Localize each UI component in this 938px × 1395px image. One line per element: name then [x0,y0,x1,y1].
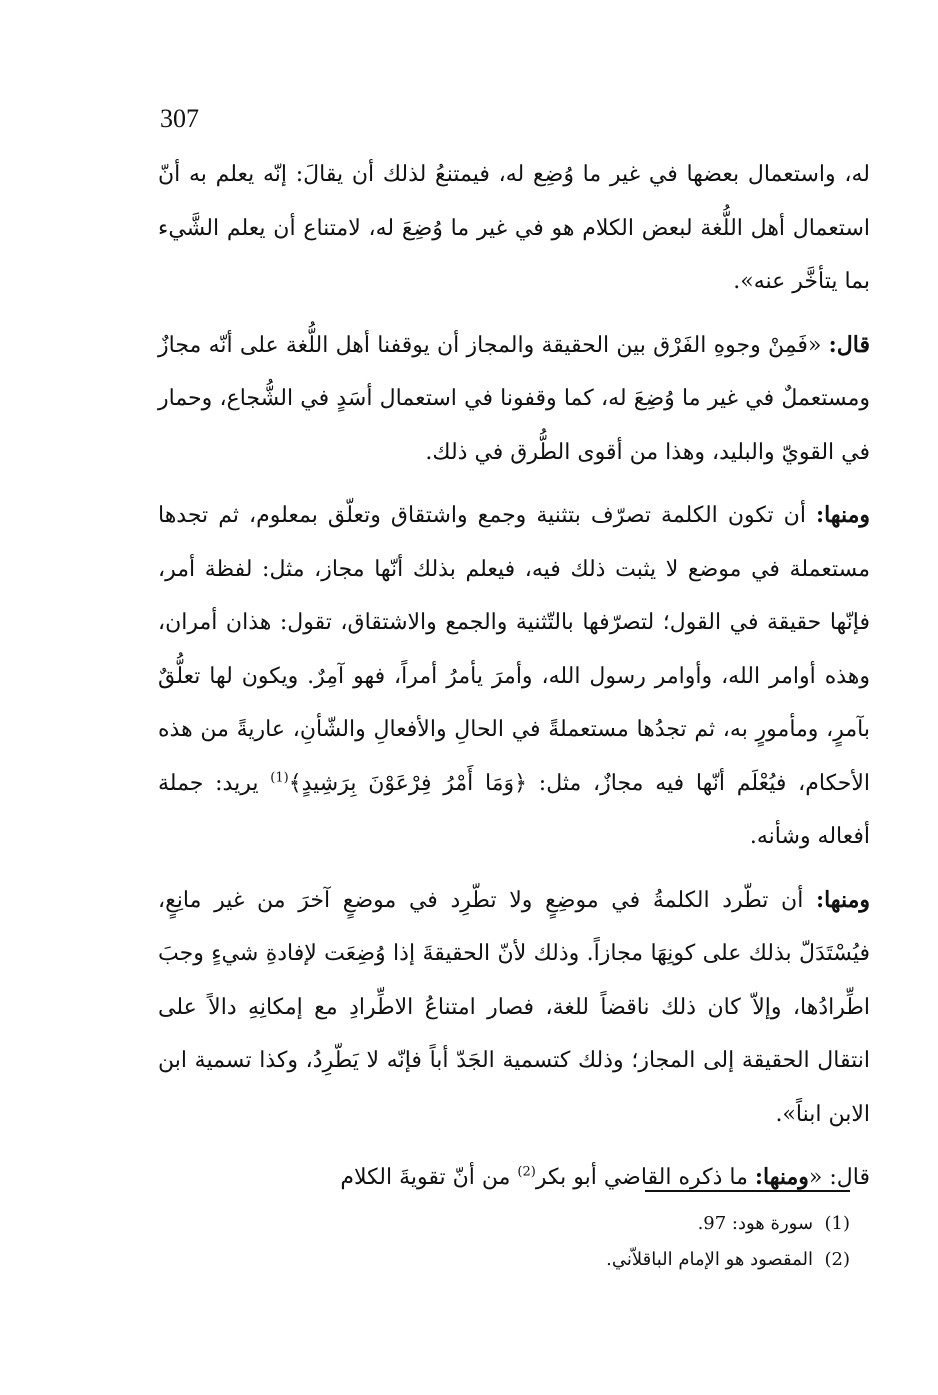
footnote-2 [380,1242,850,1278]
paragraph-text: أن تكون الكلمة تصرّف بتثنية وجمع واشتقاق وتعلّق بمعلوم، ثم تجدها مستعملة في موضع لا يثبت ذلك فيه، فيعلم بذلك أنّها مجاز، مثل: لفظة أمر، فإنّها حقيقة في القول؛ لتصرّفها بالتّثنية والجمع والاشتقاق، تقول: هذان أمران، وهذه أوامر الله، وأوامر رسول الله، وأمرَ يأمرُ أمراً، فهو آمِرٌ. ويكون لها تعلُّقٌ بآمرٍ، ومأمورٍ به، ثم تجدُها مستعملةً في الحالِ والأفعالِ والشّأنِ، عاريةً من هذه الأحكام، فيُعْلَم أنّها فيه مجازٌ، مثل: ﴿وَمَا أَمْرُ فِرْعَوْنَ بِرَشِيدٍ﴾ [158,503,870,796]
paragraph-5 [158,1151,870,1205]
paragraph-tail: من أنّ تقويةَ الكلام [340,1165,518,1190]
paragraph-text-2: ما ذكره القاضي أبو بكر [535,1165,755,1190]
footnote-ref: (2) [517,1164,536,1180]
body-text [158,148,870,1215]
paragraph-text: له، واستعمال بعضها في غير ما وُضِع له، فيمتنعُ لذلك أن يقالَ: إنّه يعلم به أنّ استعمال أهل اللُّغة لبعض الكلام هو في غير ما وُضِعَ له، لامتناع أن يعلم الشَّيء بما يتأخَّر عنه». [158,162,870,294]
paragraph-2 [158,319,870,480]
paragraph-text: قال: « [808,1165,870,1190]
footnote-text: سورة هود: 97. [697,1213,814,1234]
footnote-text: المقصود هو الإمام الباقلاّني. [606,1249,814,1270]
paragraph-text: أن تطّرد الكلمةُ في موضِعٍ ولا تطّرِد في موضعٍ آخرَ من غير مانِعٍ، فيُسْتَدَلّ بذلك على كونِهَا مجازاً. وذلك لأنّ الحقيقةَ إذا وُضِعَت لإفادةِ شيءٍ وجبَ اطِّرادُها، وإلاّ كان ذلك ناقضاً للغة، فصار امتناعُ الاطِّرادِ مع إمكانِهِ دالاً على انتقال الحقيقة إلى المجاز؛ وذلك كتسمية الجَدّ أباً فإنّه لا يَطّرِدُ، وكذا تسمية ابن الابن ابناً». [158,887,870,1127]
paragraph-lead: ومنها: [815,502,870,528]
footnote-number: (1) [824,1213,850,1234]
page-number: 307 [160,104,199,133]
footnote-divider [645,1190,850,1192]
footnotes [380,1206,850,1278]
paragraph-lead: ومنها: [754,1164,809,1190]
paragraph-lead: قال: [828,331,870,358]
footnote-ref: (1) [270,770,289,786]
paragraph-text: «فَمِنْ وجوهِ الفَرْق بين الحقيقة والمجاز أن يوقفنا أهل اللُّغة على أنّه مجازٌ ومستعملٌ في غير ما وُضِعَ له، كما وقفونا في استعمال أسَدٍ في الشُّجاع، وحمار في القويّ والبليد، وهذا من أقوى الطُّرق في ذلك. [158,332,870,465]
paragraph-4 [158,874,870,1142]
footnote-number: (2) [824,1249,850,1270]
paragraph-lead: ومنها: [815,886,870,913]
paragraph-tail: يريد: جملة أفعاله وشأنه. [158,770,870,849]
paragraph-3 [158,489,870,864]
paragraph-1 [158,148,870,309]
footnote-1 [380,1206,850,1242]
